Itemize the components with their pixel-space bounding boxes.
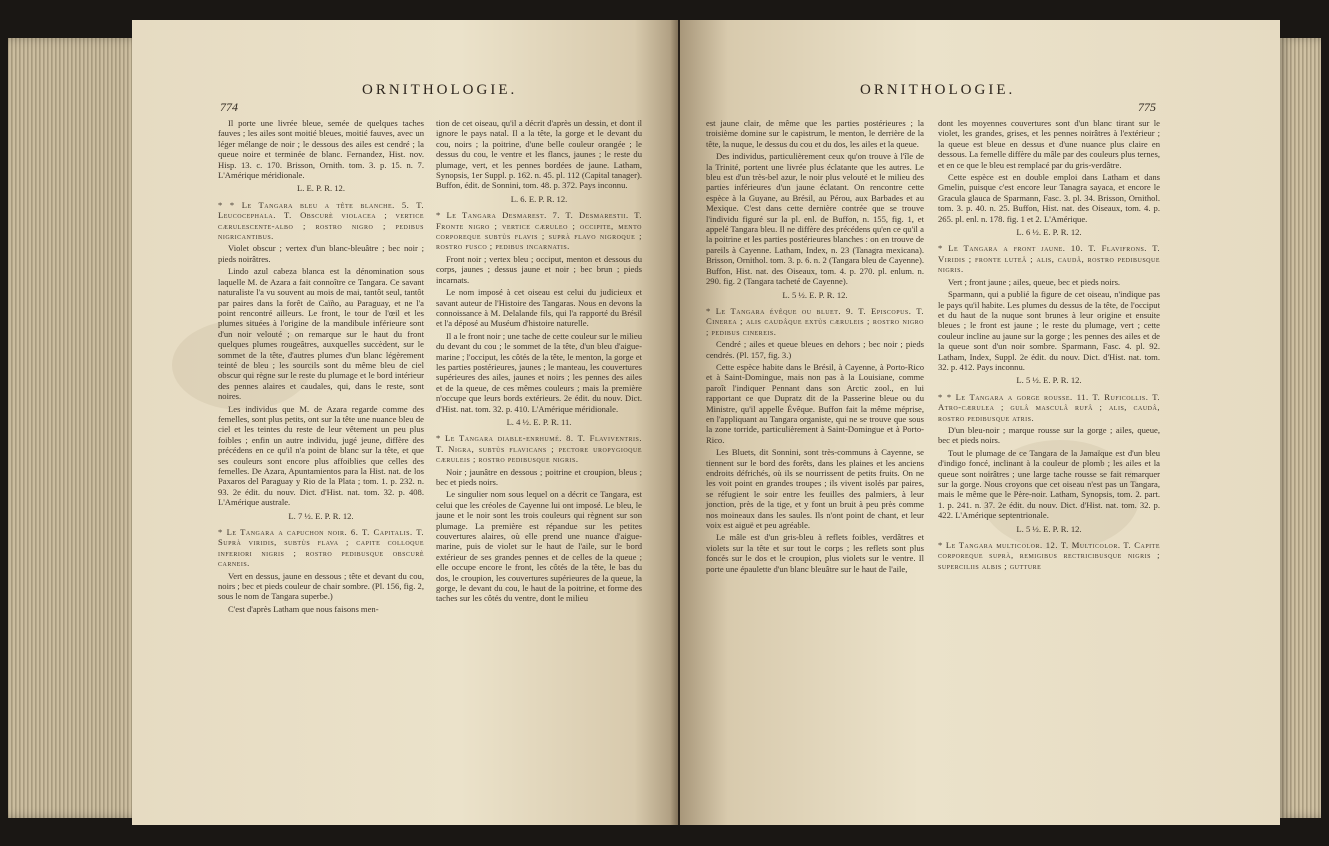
page-number-left: 774	[220, 100, 238, 114]
measurement-line: L. 5 ½. E. P. R. 12.	[1016, 375, 1082, 386]
left-column-1	[218, 118, 424, 616]
paragraph: Il a le front noir ; une tache de cette couleur sur le milieu du devant du cou ; le sommet de la tête, d'un bleu d'aigue-marine ; l'occiput, les côtés de la tête, le menton, la gorge et les parties postérieures, jaunes ; le manteau, les couvertures supérieures des ailes, jaunes et noirs ; les pennes des ailes et de la queue, de ces mêmes couleurs ; mais la première n'occupe que leurs bords extérieurs. 2e édit. du nouv. Dict. d'Hist. nat. tom. 32. p. 410. L'Amérique méridionale.	[436, 330, 642, 414]
running-head-left: ORNITHOLOGIE.	[362, 82, 518, 98]
species-heading: * Le Tangara a front jaune. 10. T. Flavifrons. T. Viridis ; fronte luteâ ; alis, caudâ, rostro pedibusque nigris.	[938, 243, 1160, 275]
measurement-line: L. 7 ½. E. P. R. 12.	[288, 510, 354, 521]
paragraph: Les individus que M. de Azara regarde comme des femelles, sont plus petits, ont sur la tête une nuance bleu de ciel et les teintes du reste de leur vêtement un peu plus foibles ; enfin un autre individu, jugé jeune, diffère des précédens en ce qu'il n'a point de blanc sur la tête, et que ses couleurs sont encore plus affoiblies que celles des femelles. De Azara, Apuntamientos para la Hist. nat. de los Paxaros del Paraguay y Rio de la Plata ; tom. 1. p. 232. n. 93. 2e édit. du nouv. Dict. d'Hist. nat. tom. 32. p. 408. L'Amérique australe.	[218, 403, 424, 508]
species-heading: * * Le Tangara bleu a tête blanche. 5. T. Leucocephala. T. Obscurè violacea ; vertice cærulescente-albo ; rostro nigro ; pedibus nigricantibus.	[218, 199, 424, 242]
left-page-edges	[8, 38, 148, 818]
species-heading: * Le Tangara évêque ou bluet. 9. T. Episcopus. T. Cinerea ; alis caudâque extùs cæruleis ; rostro nigro ; pedibus cinereis.	[706, 305, 924, 337]
right-page-edges	[1279, 38, 1321, 818]
paragraph: est jaune clair, de même que les parties postérieures ; la troisième domine sur le capistrum, le menton, le derrière de la tête, la nuque, le dessus du cou et du dos, les ailes et la queue.	[706, 118, 924, 149]
paragraph: Vert en dessus, jaune en dessous ; tête et devant du cou, noirs ; bec et pieds couleur de chair sombre. (Pl. 156, fig. 2, sous le nom de Tangara superbe.)	[218, 570, 424, 602]
running-head-right: ORNITHOLOGIE.	[860, 82, 1016, 98]
paragraph: Vert ; front jaune ; ailes, queue, bec et pieds noirs.	[948, 276, 1121, 287]
species-heading: * Le Tangara diable-enrhumé. 8. T. Flaviventris. T. Nigra, subtùs flavicans ; pectore uropygioque cæruleis ; rostro pedibusque nigris.	[436, 433, 642, 465]
paragraph: Noir ; jaunâtre en dessous ; poitrine et croupion, bleus ; bec et pieds noirs.	[436, 466, 642, 487]
measurement-line: L. 6 ½. E. P. R. 12.	[1016, 227, 1082, 238]
right-column-1	[706, 118, 924, 576]
measurement-line: L. 5 ½. E. P. R. 12.	[1016, 523, 1082, 534]
measurement-line: L. E. P. R. 12.	[297, 183, 345, 194]
measurement-line: L. 5 ½. E. P. R. 12.	[782, 289, 848, 300]
left-column-2	[436, 118, 642, 606]
paragraph: C'est d'après Latham que nous faisons men-	[228, 603, 379, 614]
paragraph: Le nom imposé à cet oiseau est celui du judicieux et savant auteur de l'Histoire des Tangaras. Nous en devons la connoissance à M. Delalande fils, qui l'a rapporté du Brésil et l'a déposé au Muséum d'histoire naturelle.	[436, 287, 642, 329]
paragraph: Cette espèce habite dans le Brésil, à Cayenne, à Porto-Rico et à Saint-Domingue, mais non pas à la Louisiane, comme paroît l'indiquer Pennant dans son Arctic zool., en lui rapportant ce que Dupratz dit de la Passerine bleue ou du Ministre, qu'il appelle Évêque. Buffon fait la même méprise, en l'appliquant au Tangara organiste, qui ne se trouve que sous la zone torride, particulièrement à Saint-Domingue et à Porto-Rico.	[706, 361, 924, 445]
paragraph: Des individus, particulièrement ceux qu'on trouve à l'île de la Trinité, portent une livrée plus éclatante que les autres. Le bleu est d'un très-bel azur, le noir plus velouté et le milieu des parties inférieures d'un jaune éclatant. On rencontre cette espèce à la Guyane, au Brésil, au Pérou, aux Barbades et au Mexique. C'est dans cette dernière contrée que se trouve l'individu figuré sur la pl. enl. de Buffon, n. 155, fig. 1, et appelé Tangara bleu. Il ne diffère des précédens qu'en ce qu'il a la poitrine et les parties postérieures blanches : on en trouve de pareils à Cayenne. Latham, Index, n. 23 (Tanagra mexicana). Brisson, Ornithol. tom. 3. p. 6. n. 2 (Tangara bleu de Cayenne). Buffon, Hist. nat. des Oiseaux, tom. 4. p. 270. pl. enlum. n. 290. fig. 2 (Tangara tacheté de Cayenne).	[706, 151, 924, 287]
paragraph: Cendré ; ailes et queue bleues en dehors ; bec noir ; pieds cendrés. (Pl. 157, fig. 3.)	[706, 339, 924, 360]
paragraph: Les Bluets, dit Sonnini, sont très-communs à Cayenne, se tiennent sur le bord des forêts, dans les plaines et les anciens endroits défrichés, où ils se nourrissent de petits fruits. On ne les voit point en grandes troupes ; ils vivent isolés par paires, se réfugient le soir entre les feuilles des palmiers, à leur jonction, près de la tige, et y font un bruit à peu près comme nos moineaux dans les saules. Ils n'ont point de chant, et leur voix est aiguë et peu agréable.	[706, 447, 924, 531]
paragraph: Sparmann, qui a publié la figure de cet oiseau, n'indique pas le pays qu'il habite. Les plumes du dessus de la tête, de l'occiput et du haut de la nuque sont brunes à leur origine et ensuite bleues ; le front est jaune ; le reste du plumage, vert ; cette couleur incline au jaune sur la gorge ; les pennes des ailes et de la queue sont d'un noir sombre. Sparmann, Fasc. 4. pl. 92. Latham, Index, Suppl. 2e édit. du nouv. Dict. d'Hist. nat. tom. 32. p. 412. Pays inconnu.	[938, 289, 1160, 372]
paragraph: dont les moyennes couvertures sont d'un blanc tirant sur le violet, les grandes, grises, et les pennes noirâtres à l'extérieur ; la queue est bleue en dessus et d'une nuance plus claire en dessous. La femelle diffère du mâle par des couleurs plus ternes, et en ce que le bleu est remplacé par du gris-verdâtre.	[938, 118, 1160, 170]
species-heading: * Le Tangara multicolor. 12. T. Multicolor. T. Capite corporeque suprà, remigibus rectricibusque nigris ; superciliis albis ; gutture	[938, 540, 1160, 571]
paragraph: Violet obscur ; vertex d'un blanc-bleuâtre ; bec noir ; pieds noirâtres.	[218, 243, 424, 264]
measurement-line: L. 4 ½. E. P. R. 11.	[506, 416, 572, 427]
paragraph: Le mâle est d'un gris-bleu à reflets foibles, verdâtres et violets sur la tête et sur tout le corps ; les reflets sont plus foncés sur le dos et le croupion, plus violets sur le ventre. Il porte une épaulette d'un blanc bleuâtre sur le haut de l'aile,	[706, 532, 924, 574]
right-column-2	[938, 118, 1160, 573]
page-number-right: 775	[1138, 100, 1156, 114]
paragraph: D'un bleu-noir ; marque rousse sur la gorge ; ailes, queue, bec et pieds noirs.	[938, 424, 1160, 446]
left-page	[132, 20, 678, 825]
right-page	[680, 20, 1280, 825]
paragraph: Il porte une livrée bleue, semée de quelques taches fauves ; les ailes sont moitié bleues, moitié fauves, avec un léger mélange de noir ; le dessous des ailes est cendré ; la queue noire et terminée de blanc. Fernandez, Hist. nov. Hisp. 13. c. 170. Brisson, Ornith. tom. 3. p. 15. n. 7. L'Amérique méridionale.	[218, 118, 424, 181]
species-heading: * * Le Tangara a gorge rousse. 11. T. Ruficollis. T. Atro-cærulea ; gulâ masculâ rufâ ; alis, caudâ, rostro pedibusque atris.	[938, 391, 1160, 423]
paragraph: tion de cet oiseau, qu'il a décrit d'après un dessin, et dont il ignore le pays natal. Il a la tête, la gorge et le devant du cou, noirs ; la poitrine, d'une belle couleur orangée ; le dessus du cou, le ventre et les flancs, jaunes ; le reste du plumage, vert, et les pennes bordées de jaune. Latham, Synopsis, 1er Suppl. p. 162. n. 45. pl. 112 (Capital tanager). Buffon, édit. de Sonnini, tom. 48. p. 372. Pays inconnu.	[436, 118, 642, 191]
paragraph: Front noir ; vertex bleu ; occiput, menton et dessous du corps, jaunes ; dessus jaune et noir ; bec brun ; pieds incarnats.	[436, 253, 642, 285]
paragraph: Le singulier nom sous lequel on a décrit ce Tangara, est celui que les créoles de Cayenne lui ont imposé. Le bleu, le jaune et le noir sont les trois couleurs qui règnent sur son plumage. La première est répandue sur les petites couvertures alaires, où elle prend une nuance d'aigue-marine, puis de violet sur le haut de l'aile, sur le bord extérieur de ses grandes pennes et de celles de la queue ; elle occupe encore le front, les côtés de la tête, le bas du dos, le croupion, les couvertures supérieures de la queue, la gorge, le devant du cou, le haut de la poitrine, et forme des taches sur les côtés du ventre, dont le milieu	[436, 489, 642, 604]
species-heading: * Le Tangara Desmarest. 7. T. Desmarestii. T. Fronte nigro ; vertice cæruleo ; occipite, mento corporeque subtùs flavis ; suprà flavo nigroque ; rostro fusco ; pedibus incarnatis.	[436, 210, 642, 252]
paragraph: Cette espèce est en double emploi dans Latham et dans Gmelin, puisque c'est encore leur Tanagra sayaca, et encore le Gracula glauca de Sparmann, Fasc. 3. pl. 34. Brisson, Ornithol. tom. 3. p. 40. n. 25. Buffon, Hist. nat. des Oiseaux, tom. 4. p. 265. pl. enl. n. 178. fig. 1 et 2. L'Amérique.	[938, 172, 1160, 224]
paragraph: Tout le plumage de ce Tangara de la Jamaïque est d'un bleu d'indigo foncé, inclinant à la couleur de plomb ; les ailes et la queue sont noirâtres ; une large tache rousse se fait remarquer sur la gorge. Nous croyons que cet oiseau n'est pas un Tangara, mais le même que le Père-noir. Latham, Synopsis, tom. 2. part. 1. p. 241. n. 37. 2e édit. du nouv. Dict. d'Hist. nat. tom. 32. p. 422. L'Amérique septentrionale.	[938, 447, 1160, 521]
measurement-line: L. 6. E. P. R. 12.	[510, 193, 568, 204]
species-heading: * Le Tangara a capuchon noir. 6. T. Capitalis. T. Suprà viridis, subtùs flava ; capite colloque inferiori nigris ; rostro pedibusque obscurè carneis.	[218, 527, 424, 569]
paragraph: Lindo azul cabeza blanca est la dénomination sous laquelle M. de Azara a fait connoître ce Tangara. Ce savant naturaliste l'a vu souvent au mois de mai, tantôt seul, tantôt par paires dans la forêt de Caïño, au Paraguay, et ne l'a point rencontré ailleurs. Le front, le tour de l'œil et les plumes situées à l'origine de la mandibule inférieure sont d'un noir velouté ; on remarque sur le haut du front quelques plumes rougeâtres, auxquelles succèdent, sur le sommet de la tête, d'autres plumes d'un blanc légèrement teinté de bleu ; les sourcils sont du même bleu de ciel obscur qui règne sur le reste du plumage et le bord intérieur des pennes alaires et caudales, qui, dans le reste, sont noires.	[218, 266, 424, 402]
